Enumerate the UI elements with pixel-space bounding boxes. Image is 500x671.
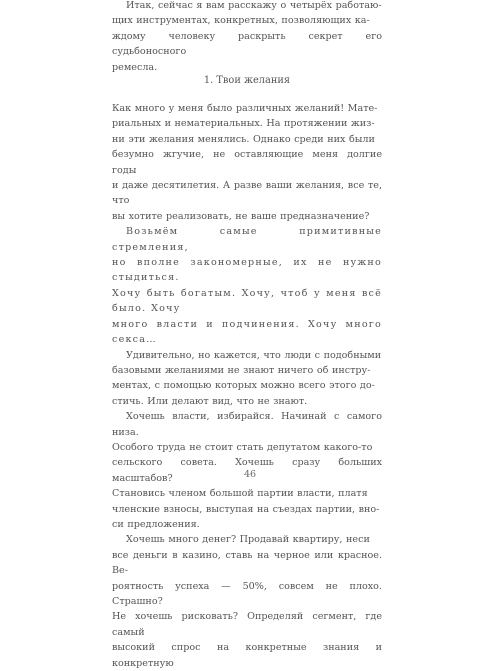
section-heading: 1. Твои желания: [203, 75, 291, 86]
page-number: 46: [243, 469, 257, 480]
body-paragraph-3: Удивительно, но кажется, что люди с подобными базовыми желаниями не знают ничего об инстру- ментах, с помощью которых можно всего этого до- стичь. Или делают вид, что не знают.: [112, 349, 382, 407]
intro-block: [112, 0, 382, 75]
intro-paragraph: Итак, сейчас я вам расскажу о четырёх работаю- щих инструментах, конкретных, позволяющих ка- ждому человеку раскрыть секрет его судьбоносного ремесла.: [112, 0, 382, 73]
body-paragraph-1: Как много у меня было различных желаний! Мате- риальных и нематериальных. На протяжении жиз- ни эти желания менялись. Однако среди них были безумно жгучие, не оставляющие меня долгие годы и даже десятилетия. А разве ваши желания, все те, что вы хотите реализовать, не ваше предназначение?: [112, 103, 382, 222]
body-paragraph-5: Хочешь много денег? Продавай квартиру, неси все деньги в казино, ставь на черное или красное. Ве- роятность успеха — 50%, совсем не плохо. Страшно? Не хочешь рисковать? Определяй сегмент, где самый высокий спрос на конкретные знания и конкретную: [112, 534, 382, 669]
body-text: [112, 101, 382, 671]
body-paragraph-4: Хочешь власти, избирайся. Начинай с самого низа. Особого труда не стоит стать депутатом какого-то сельского совета. Хочешь сразу больших масштабов? Становись членом большой партии власти, платя членские взносы, выступая на съездах партии, вно- си предложения.: [112, 411, 382, 530]
body-paragraph-2: Возьмём самые примитивные стремления, но вполне закономерные, их не нужно стыдиться. Хочу быть богатым. Хочу, чтоб у меня всё было. Хочу много власти и подчинения. Хочу много секса…: [112, 226, 382, 346]
